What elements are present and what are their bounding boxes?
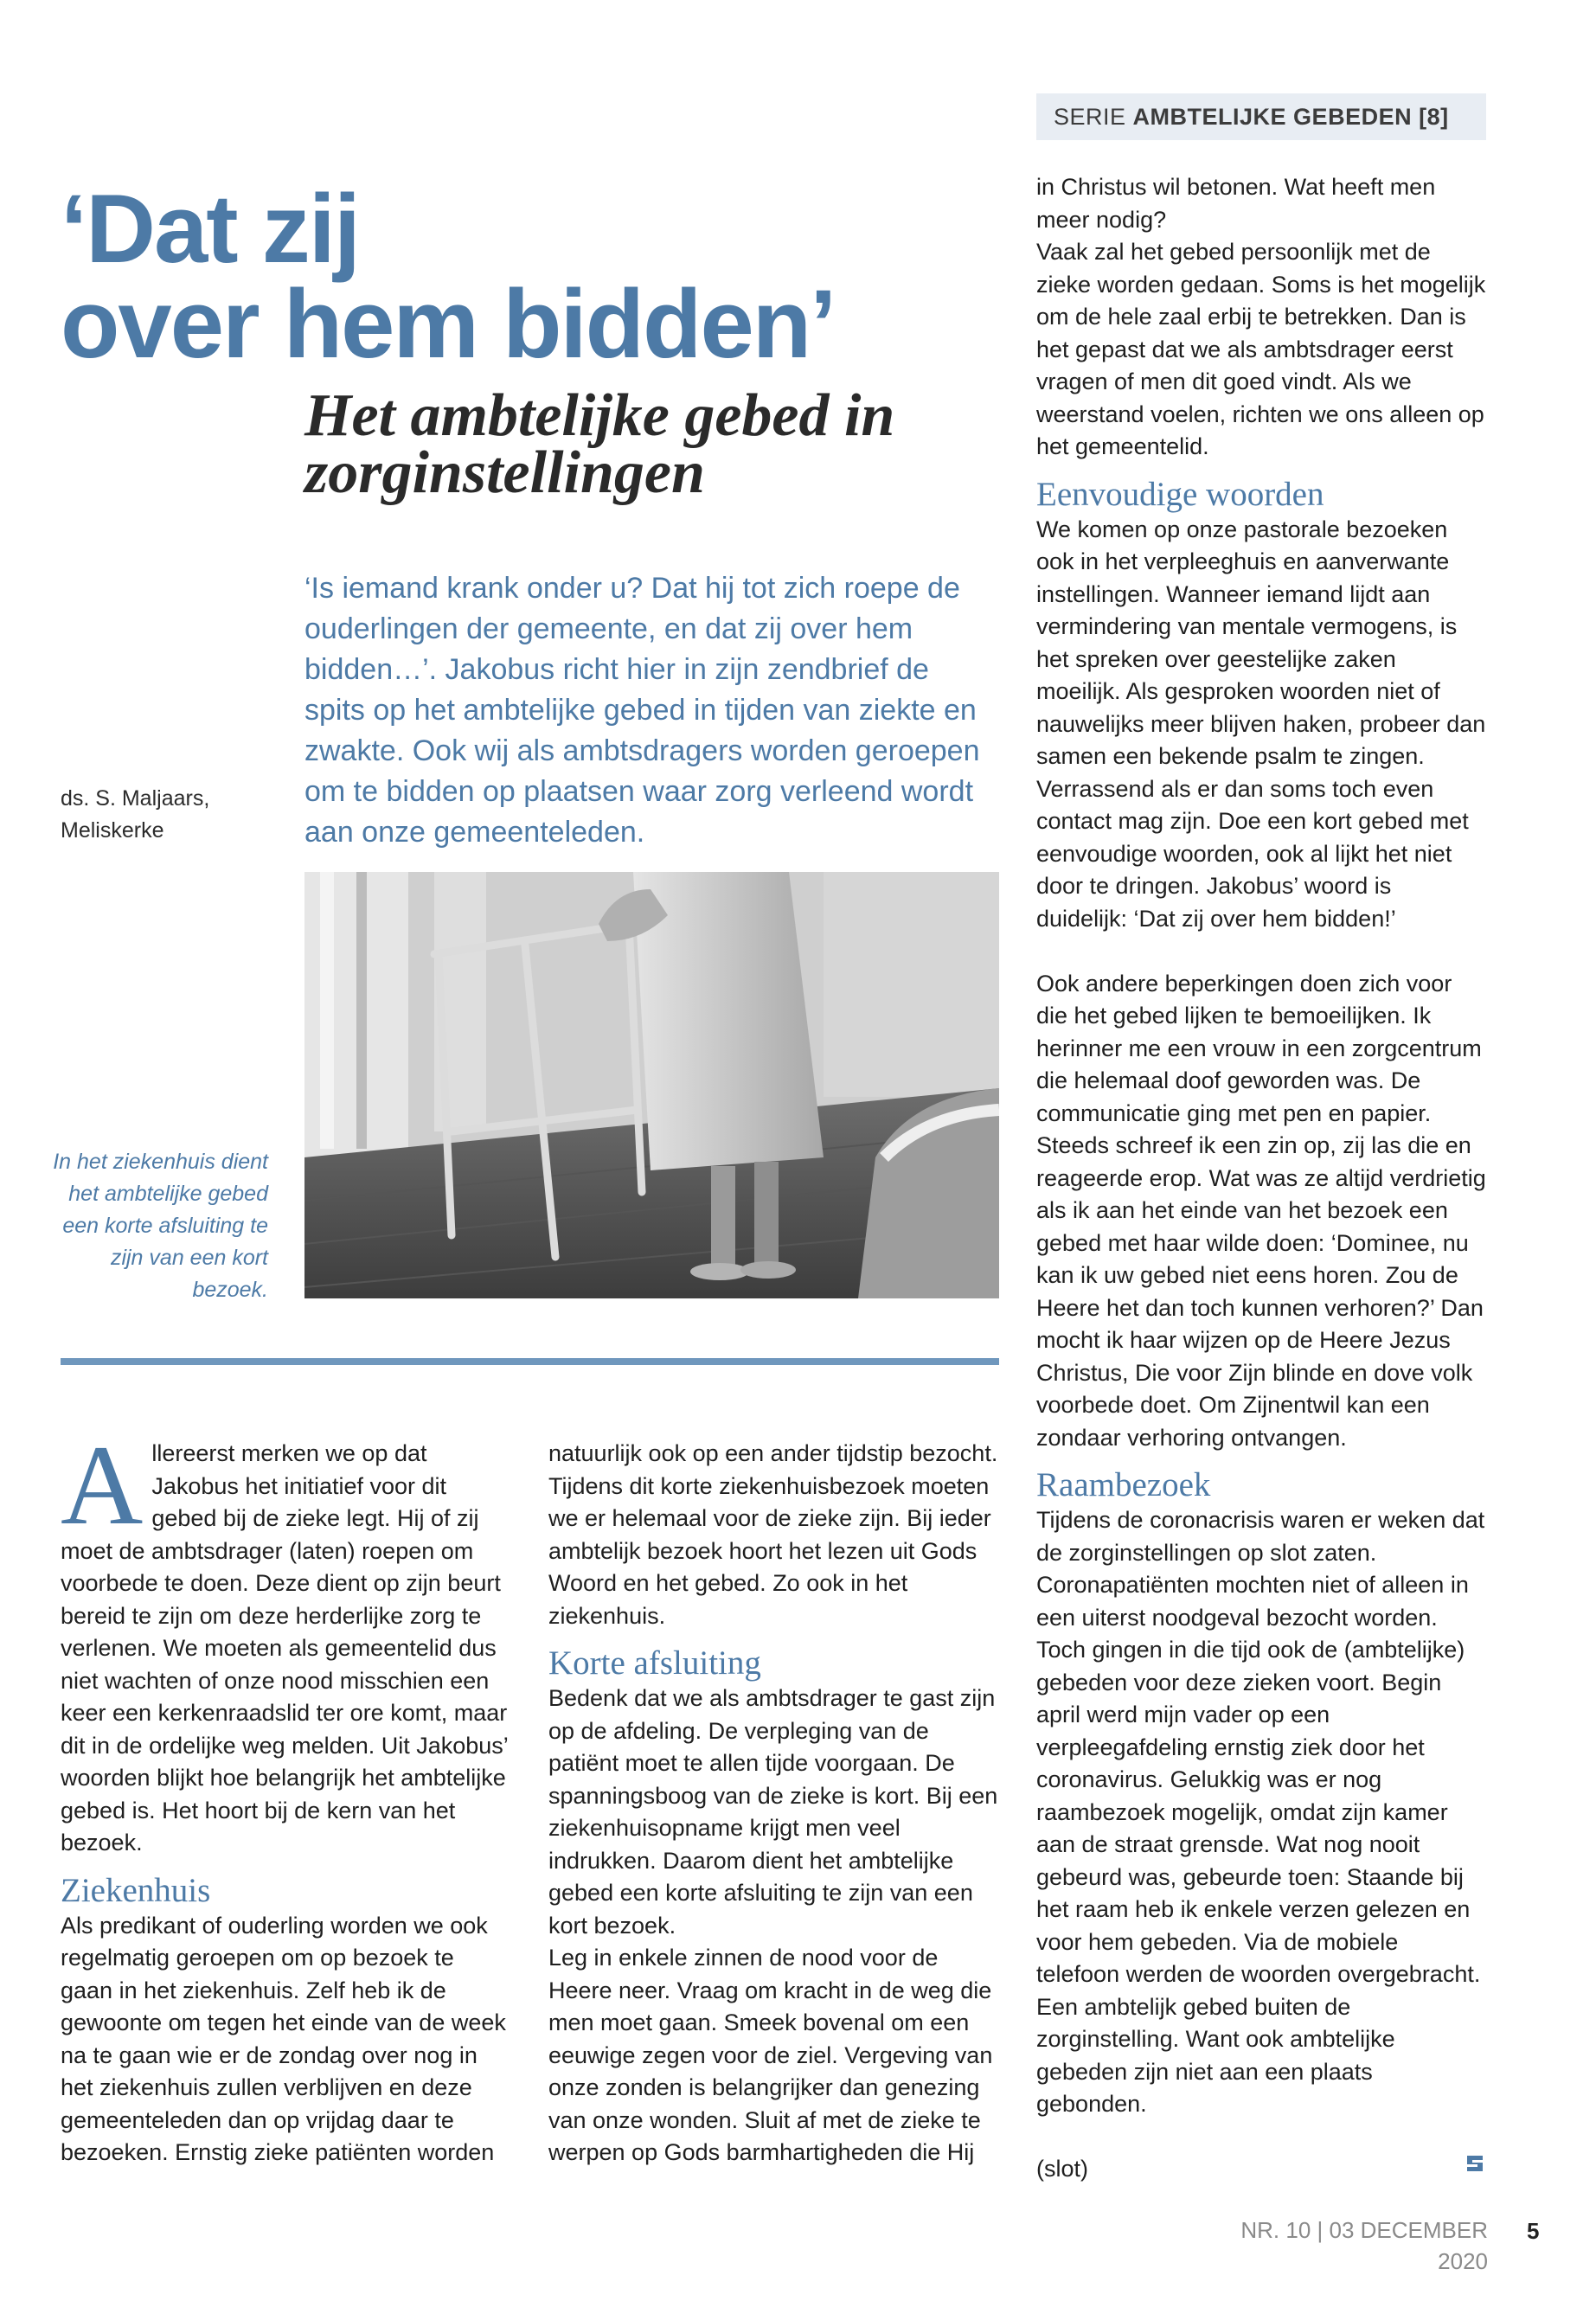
- paragraph-continued: natuurlijk ook op een ander tijdstip bezocht. Tijdens dit korte ziekenhuisbezoek moeten we er helemaal voor de zieke zijn. Bij ieder ambtelijk bezoek hoort het lezen uit Gods Woord en het gebed. Zo ook in het ziekenhuis.: [548, 1440, 998, 1629]
- section-divider: [61, 1358, 999, 1365]
- paragraph-slotzin: Een ambtelijk gebed buiten de zorginstelling. Want ook ambtelijke gebeden zijn niet aan een plaats gebonden.: [1036, 1993, 1395, 2117]
- paragraph-gap-2: [1036, 2121, 1486, 2154]
- subtitle-line-2: zorginstellingen: [304, 439, 705, 506]
- walker-photo-illustration: [304, 872, 999, 1298]
- issue-info: NR. 10 | 03 DECEMBER 2020: [1240, 2217, 1488, 2274]
- series-prefix: SERIE: [1054, 104, 1126, 130]
- heading-raambezoek: Raambezoek: [1036, 1466, 1211, 1503]
- paragraph-betonen: in Christus wil betonen. Wat heeft men meer nodig?: [1036, 174, 1436, 233]
- series-number: [8]: [1419, 104, 1449, 130]
- paragraph-ziekenhuis: Als predikant of ouderling worden we ook regelmatig geroepen om op bezoek te gaan in het ziekenhuis. Zelf heb ik de gewoonte om tegen het einde van de week na te gaan wie er de zondag over nog in het ziekenhuis zullen verblijven en deze gemeenteleden dan op vrijdag daar te bezoeken. Ernstig zieke patiënten worden: [61, 1912, 506, 2165]
- paragraph-verpleeghuis: We komen op onze pastorale bezoeken ook in het verpleeghuis en aanverwante instellingen. Wanneer iemand lijdt aan vermindering van mentale vermogens, is het spreken over geestelijke zaken moeilijk. Als gesproken woorden niet of nauwelijks meer blijven haken, probeer dan samen een bekende psalm te zingen. Verrassend als er dan soms toch even contact mag zijn. Doe een kort gebed met eenvoudige woorden, ook al lijkt het niet door te dringen. Jakobus’ woord is duidelijk: ‘Dat zij over hem bidden!’: [1036, 516, 1486, 932]
- body-column-2: [548, 1438, 998, 2170]
- end-mark-icon: [1464, 2152, 1486, 2179]
- article-title: [61, 175, 882, 378]
- opening-text: llereerst merken we op dat Jakobus het initiatief voor dit gebed bij de zieke legt. Hij of zij moet de ambtsdrager (laten) roepen om voorbede te doen. Deze dient op zijn beurt bereid te zijn om deze herderlijke zorg te verlenen. We moeten als gemeentelid dus niet wachten of onze nood misschien een keer een kerkenraadslid ter ore komt, maar dit in de ordelijke weg melden. Uit Jakobus’ woorden blijkt hoe belangrijk het ambtelijke gebed is. Het hoort bij de kern van het bezoek.: [61, 1440, 508, 1856]
- photo-caption: In het ziekenhuis dient het ambtelijke gebed een korte afsluiting te zijn van een kort bezoek.: [53, 1150, 268, 1302]
- paragraph-persoonlijk: Vaak zal het gebed persoonlijk met de zieke worden gedaan. Soms is het mogelijk om de hele zaal erbij te betrekken. Dan is het gepast dat we als ambtsdrager eerst vragen of men dit goed vindt. Als we weerstand voelen, richten we ons alleen op het gemeentelid.: [1036, 239, 1486, 459]
- author-byline: [61, 783, 251, 847]
- series-name: AMBTELIJKE GEBEDEN: [1132, 104, 1413, 130]
- paragraph-beperkingen: Ook andere beperkingen doen zich voor die het gebed lijken te bemoeilijken. Ik herinner me een vrouw in een zorgcentrum die helemaal doof geworden was. De communicatie ging met pen en papier. Steeds schreef ik een zin op, zij las die en reageerde erop. Wat was ze altijd verdrietig als ik aan het einde van het bezoek een gebed met haar wilde doen: ‘Dominee, nu kan ik uw gebed niet eens horen. Zou de Heere het dan toch kunnen verhoren?’ Dan mocht ik haar wijzen op de Heere Jezus Christus, Die voor Zijn blinde en dove volk voorbede doet. Om Zijnentwil kan een zondaar verhoring ontvangen.: [1036, 970, 1486, 1451]
- paragraph-korte-afsluiting: Bedenk dat we als ambtsdrager te gast zijn op de afdeling. De verpleging van de patiënt moet te allen tijde voorgaan. De spanningsboog van de zieke is kort. Bij een ziekenhuisopname krijgt men veel indrukken. Daarom dient het ambtelijke gebed een korte afsluiting te zijn van een kort bezoek.: [548, 1685, 998, 1939]
- paragraph-coronacrisis: Tijdens de coronacrisis waren er weken dat de zorginstellingen op slot zaten. Coronapatiënten mochten niet of alleen in een uiterst noodgeval bezocht worden. Toch gingen in die tijd ook de (ambtelijke) gebeden voor deze zieken voort. Begin april werd mijn vader op een verpleegafdeling ernstig ziek door het coronavirus. Gelukkig was er nog raambezoek mogelijk, omdat zijn kamer aan de straat grensde. Wat nog nooit gebeurd was, gebeurde toen: Staande bij het raam heb ik enkele verzen gelezen en voor hem gebeden. Via de mobiele telefoon werden de woorden overgebracht.: [1036, 1507, 1485, 1987]
- paragraph-gap: [1036, 935, 1486, 968]
- author-name: ds. S. Maljaars,: [61, 786, 210, 811]
- heading-eenvoudige-woorden: Eenvoudige woorden: [1036, 475, 1324, 513]
- subtitle-line-1: Het ambtelijke gebed in: [304, 382, 895, 449]
- opening-paragraph: [61, 1421, 510, 1860]
- intro-lead: ‘Is iemand krank onder u? Dat hij tot zich roepe de ouderlingen der gemeente, en dat zij over hem bidden…’. Jakobus richt hier in zijn zendbrief de spits op het ambtelijke gebed in tijden van ziekte en zwakte. Ook wij als ambtsdragers worden geroepen om te bidden op plaatsen waar zorg verleend wordt aan onze gemeenteleden.: [304, 572, 980, 849]
- paragraph-gebed-nood: Leg in enkele zinnen de nood voor de Heere neer. Vraag om kracht in de weg die men moet gaan. Smeek bovenal om een eeuwige zegen voor de ziel. Vergeving van onze zonden is belangrijker dan genezing van onze wonden. Sluit af met de zieke te werpen op Gods barmhartigheden die Hij: [548, 1945, 993, 2165]
- drop-cap: A: [61, 1421, 144, 1548]
- slot-label: (slot): [1036, 2156, 1088, 2182]
- article-photo: [304, 872, 999, 1298]
- body-column-3: [1036, 171, 1486, 2186]
- page-number: 5: [1527, 2218, 1540, 2244]
- author-place: Meliskerke: [61, 818, 164, 843]
- title-line-1: ‘Dat zij: [61, 175, 359, 283]
- heading-ziekenhuis: Ziekenhuis: [61, 1871, 211, 1909]
- body-column-1: [61, 1421, 510, 2170]
- series-tag: [1036, 93, 1486, 140]
- article-subtitle: [304, 382, 1014, 506]
- title-line-2: over hem bidden’: [61, 270, 836, 378]
- heading-korte-afsluiting: Korte afsluiting: [548, 1644, 761, 1682]
